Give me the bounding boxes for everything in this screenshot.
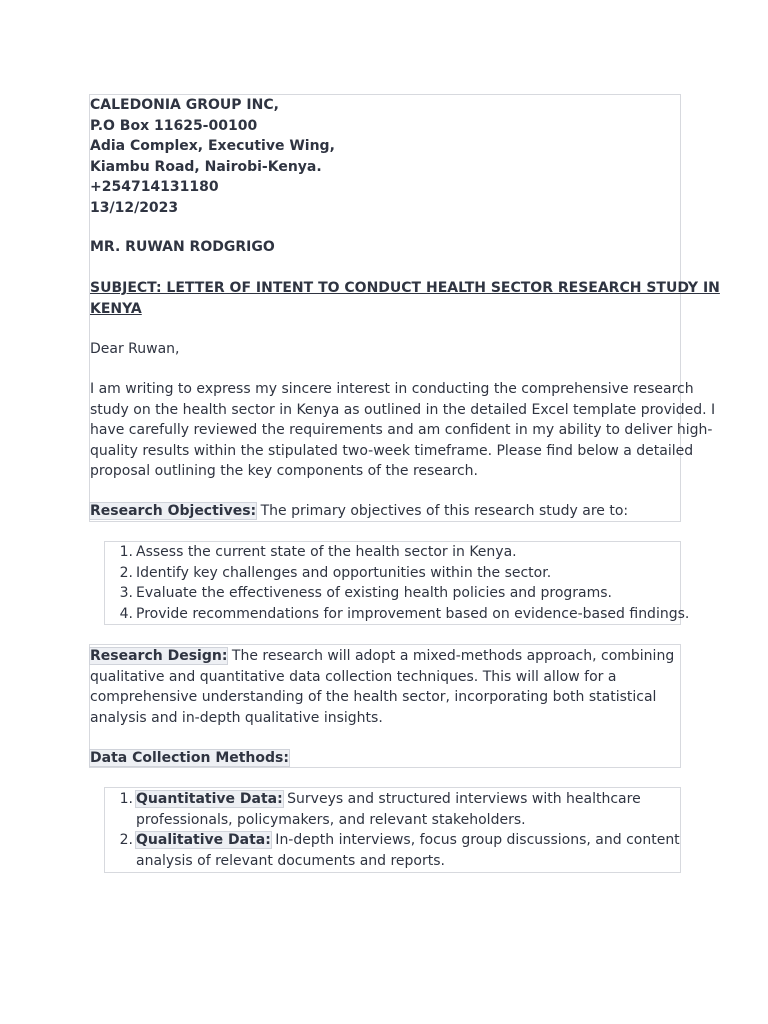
list-item-text [136, 789, 641, 810]
intro-line-4: quality results within the stipulated two-week timeframe. Please find below a detailed [90, 442, 694, 459]
sender-po-box: P.O Box 11625-00100 [90, 117, 258, 134]
design-line-2: qualitative and quantitative data collection techniques. This will allow for a [90, 668, 617, 685]
research-design-block [89, 644, 681, 768]
list-item-number: 1. [119, 791, 133, 807]
intro-line-3: have carefully reviewed the requirements and am confident in my ability to deliver high- [90, 422, 713, 438]
list-item-number: 2. [119, 564, 133, 581]
method-text-continued: analysis of relevant documents and reports. [136, 852, 445, 869]
method-text-continued: professionals, policymakers, and relevant stakeholders. [136, 811, 526, 828]
list-item-text: Assess the current state of the health sector in Kenya. [136, 544, 517, 560]
methods-heading [90, 748, 680, 769]
method-text: In-depth interviews, focus group discussions, and content [270, 832, 680, 848]
list-item-text: Provide recommendations for improvement based on evidence-based findings. [136, 605, 690, 622]
design-label: Research Design: [90, 648, 228, 664]
design-text: The research will adopt a mixed-methods approach, combining [227, 648, 675, 664]
intro-line-5: proposal outlining the key components of the research. [90, 463, 478, 479]
objectives-text: The primary objectives of this research study are to: [256, 503, 629, 519]
objectives-list [104, 541, 690, 625]
list-item-text: Evaluate the effectiveness of existing health policies and programs. [136, 585, 613, 601]
subject-line-2: KENYA [90, 300, 142, 317]
method-label: Quantitative Data: [136, 791, 283, 807]
objectives-label: Research Objectives: [90, 503, 257, 519]
list-item-text [136, 830, 680, 851]
sender-road: Kiambu Road, Nairobi-Kenya. [90, 158, 322, 175]
sender-phone: +254714131180 [90, 179, 219, 195]
sender-building: Adia Complex, Executive Wing, [90, 138, 335, 154]
design-line-4: analysis and in-depth qualitative insights. [90, 709, 383, 726]
intro-line-1: I am writing to express my sincere interest in conducting the comprehensive research [90, 381, 694, 397]
sender-company: CALEDONIA GROUP INC, [90, 97, 279, 113]
intro-line-2: study on the health sector in Kenya as outlined in the detailed Excel template provided. I [90, 401, 716, 418]
recipient-name: MR. RUWAN RODGRIGO [90, 239, 275, 255]
letter-date: 13/12/2023 [90, 199, 179, 216]
letter-header-block [89, 94, 720, 522]
list-item-number: 3. [119, 585, 133, 601]
methods-list [104, 787, 681, 873]
methods-label: Data Collection Methods: [90, 750, 289, 766]
list-item-text: Identify key challenges and opportunities within the sector. [136, 564, 552, 581]
design-line-1 [90, 646, 680, 667]
method-text: Surveys and structured interviews with healthcare [282, 791, 641, 807]
list-item-number: 4. [119, 605, 133, 622]
design-line-3: comprehensive understanding of the health sector, incorporating both statistical [90, 689, 657, 705]
objectives-heading [90, 501, 680, 522]
list-item-number: 1. [119, 544, 133, 560]
salutation: Dear Ruwan, [90, 341, 180, 357]
subject-line-1: SUBJECT: LETTER OF INTENT TO CONDUCT HEALTH SECTOR RESEARCH STUDY IN [90, 280, 720, 296]
method-label: Qualitative Data: [136, 832, 271, 848]
list-item-number: 2. [119, 832, 133, 848]
